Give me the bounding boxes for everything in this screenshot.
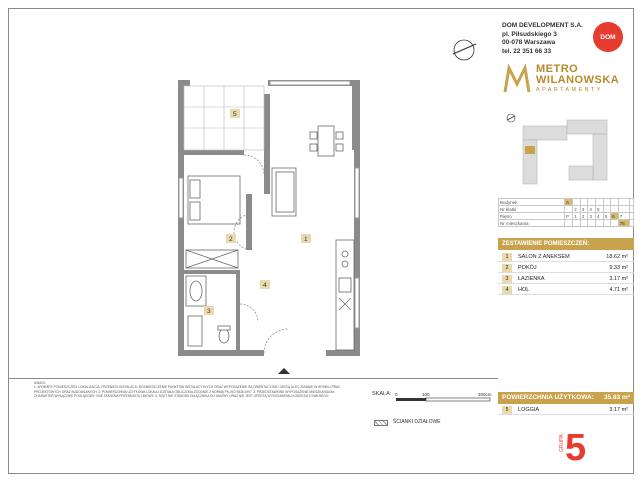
wardrobe — [186, 250, 238, 268]
svg-text:GRUPA: GRUPA — [559, 434, 565, 452]
grupa-5-logo — [555, 420, 601, 466]
company-city: 00-078 Warszawa — [502, 39, 556, 46]
info-row-apartment-number: Nr mieszkania 75 — [499, 220, 634, 227]
scale-label: SKALA: — [372, 391, 392, 397]
room-label-5: 5 — [233, 111, 237, 118]
notes-heading: UWAGI: — [34, 381, 46, 385]
info-row-building: Budynek A — [499, 199, 634, 206]
room-row: 2 POKÓJ 9.33 m² — [498, 263, 634, 273]
room-row: 3 ŁAZIENKA 3.17 m² — [498, 274, 634, 284]
info-row-staircase: Nr klatki 2 3 4 5 — [499, 206, 634, 213]
company-phone: tel. 22 351 66 33 — [502, 47, 552, 55]
entrance-marker — [278, 368, 290, 374]
kitchen-counter — [336, 240, 354, 350]
project-subtitle: APARTAMENTY — [536, 87, 603, 93]
notes-block — [34, 381, 354, 398]
company-info — [502, 22, 583, 56]
north-arrow-icon — [453, 40, 476, 60]
notes-text: 1. WYMIARY POMIESZCZEŃ, LOKALIZACJA, PRZEBIEGI INSTALACJI, ROZMIESZCZENIE PUNKTÓW INSTALACYJNYCH ORAZ WYPOSAŻENIE SĄ ORIENTACYJNE I MOGĄ ULEC ZMIANIE W WYNIKU PRAC PROJEKTOWYCH ORAZ BUDOWLANYCH. 2. POWIERZCHNIA UŻYTKOWA LOKALU ZOSTAŁA OBLICZONA ZGODNIE Z NORMĄ PN-ISO 9836:1997. 3. PRZEDSTAWIONE WYPOSAŻENIE MIESZKANIA MA CHARAKTER WYŁĄCZNIE POGLĄDOWY I NIE STANOWI PRZEDMIOTU UMOWY. 4. RZUT NIE STANOWI ZAŁĄCZNIKA DO UMOWY ORAZ NIE JEST OFERTĄ W ROZUMIENIU KODEKSU CYWILNEGO. — [34, 385, 341, 398]
apartment-info-table — [498, 198, 634, 227]
room-row: 1 SALON Z ANEKSEM 18.62 m² — [498, 252, 634, 262]
project-title-line2: WILANOWSKA — [536, 74, 620, 86]
usable-area-band — [498, 392, 634, 404]
scale-bar — [394, 390, 496, 404]
key-plan — [503, 112, 631, 188]
bed — [188, 176, 240, 224]
footer-divider — [8, 378, 498, 379]
dom-logo — [593, 22, 623, 52]
usable-area-label: POWIERZCHNIA UŻYTKOWA: — [502, 394, 594, 401]
partition-walls-swatch — [374, 420, 388, 426]
dining-table — [310, 126, 343, 156]
company-street: pl. Piłsudskiego 3 — [502, 30, 557, 38]
room-label-3: 3 — [207, 308, 211, 315]
partition-walls-legend: ŚCIANKI DZIAŁOWE — [393, 419, 441, 425]
sofa — [272, 168, 296, 216]
room-label-4: 4 — [263, 282, 267, 289]
room-label-2: 2 — [229, 236, 233, 243]
company-name: DOM DEVELOPMENT S.A. — [502, 22, 583, 29]
room-row: 4 HOL 4.71 m² — [498, 285, 634, 295]
svg-text:5: 5 — [565, 427, 587, 466]
svg-text:100: 100 — [422, 392, 430, 397]
rooms-heading: ZESTAWIENIE POMIESZCZEŃ: — [498, 238, 634, 250]
svg-text:0: 0 — [395, 392, 398, 397]
project-title-line1: METRO — [536, 63, 579, 75]
floor-plan — [8, 8, 498, 380]
loggia-row: 5 LOGGIA 3.17 m² — [498, 405, 634, 415]
info-row-floor: Piętro P 1 2 3 4 5 6 7 — [499, 213, 634, 220]
project-title — [536, 64, 619, 86]
svg-text:300cm: 300cm — [478, 392, 492, 397]
usable-area-value: 35.83 m² — [603, 394, 630, 401]
dom-logo-text: DOM — [600, 33, 616, 41]
room-label-1: 1 — [304, 236, 308, 243]
loggia-tiles — [184, 86, 264, 150]
